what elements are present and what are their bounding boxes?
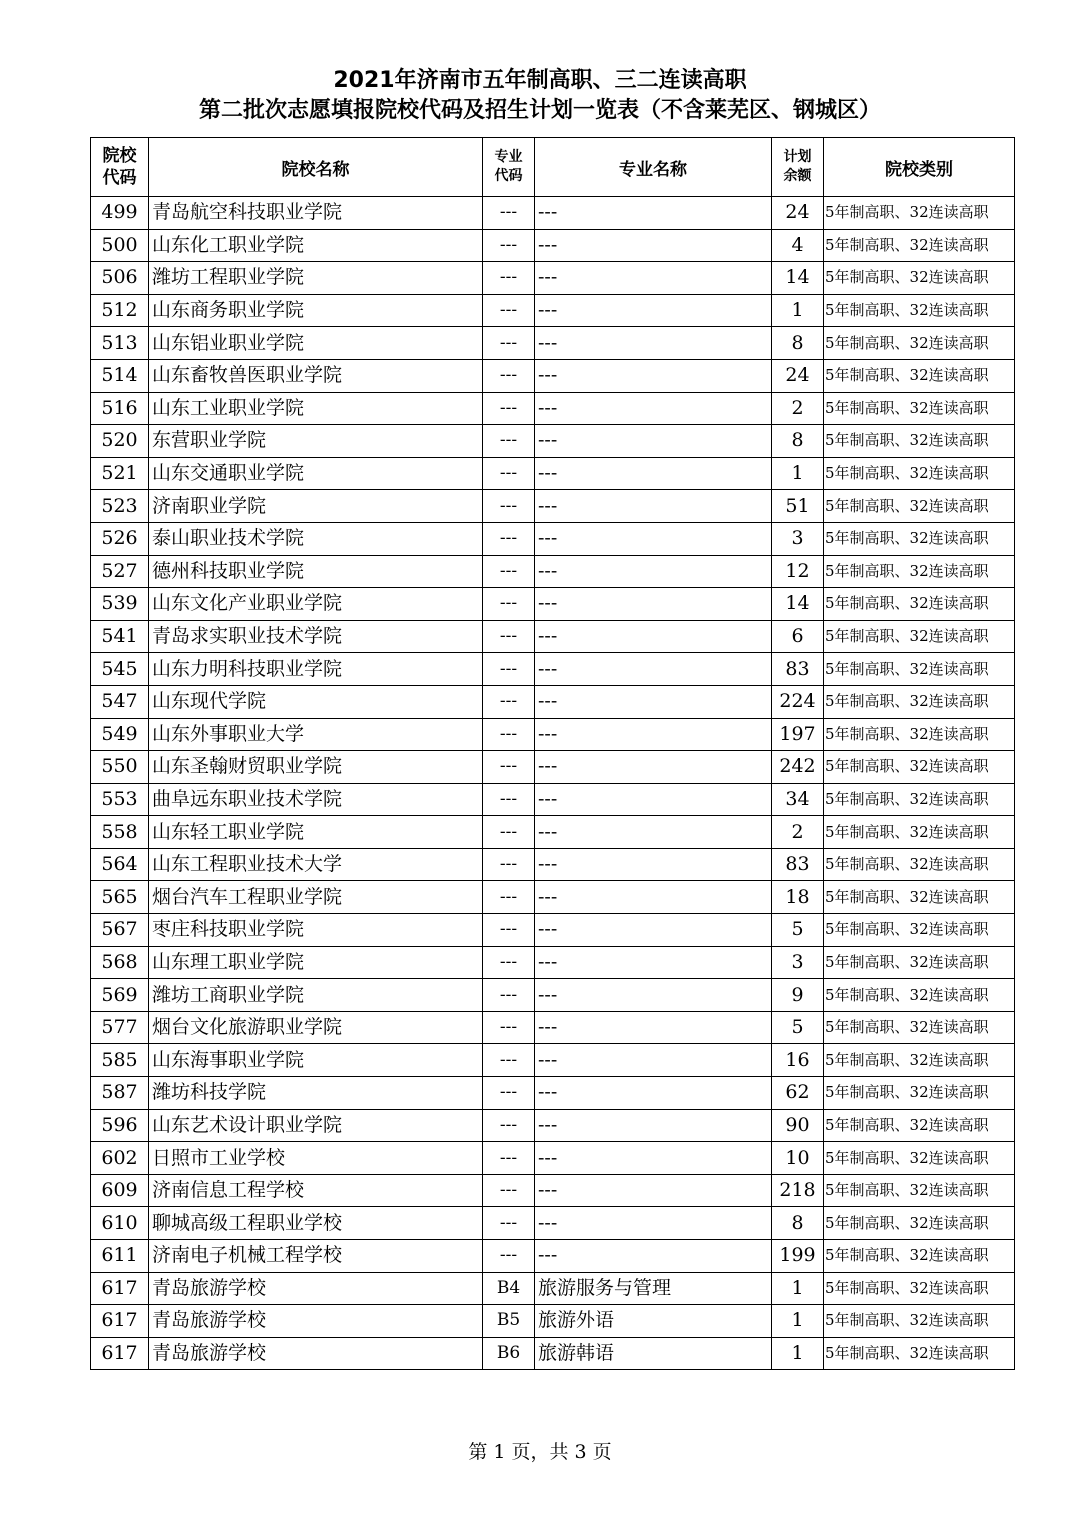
major-name-cell: ---: [535, 1109, 772, 1142]
plan-remain-cell: 6: [772, 620, 824, 653]
school-code-cell: 596: [91, 1109, 149, 1142]
table-row: [91, 783, 1015, 816]
plan-remain-cell: 24: [772, 197, 824, 230]
school-name-cell: 山东力明科技职业学院: [149, 653, 483, 686]
major-code-cell: ---: [483, 848, 535, 881]
table-row: [91, 294, 1015, 327]
enrollment-plan-table: [90, 137, 1015, 1370]
major-code-cell: ---: [483, 881, 535, 914]
major-name-cell: ---: [535, 262, 772, 295]
school-category-cell: 5年制高职、32连读高职: [824, 1077, 1015, 1110]
major-code-cell: ---: [483, 783, 535, 816]
major-name-cell: ---: [535, 1174, 772, 1207]
school-name-cell: 山东畜牧兽医职业学院: [149, 359, 483, 392]
plan-remain-cell: 10: [772, 1142, 824, 1175]
table-row: [91, 490, 1015, 523]
school-name-cell: 青岛旅游学校: [149, 1337, 483, 1370]
plan-remain-cell: 1: [772, 1272, 824, 1305]
school-category-cell: 5年制高职、32连读高职: [824, 914, 1015, 947]
major-name-cell: 旅游服务与管理: [535, 1272, 772, 1305]
school-name-cell: 山东商务职业学院: [149, 294, 483, 327]
major-code-cell: ---: [483, 1077, 535, 1110]
major-name-cell: ---: [535, 620, 772, 653]
school-name-cell: 日照市工业学校: [149, 1142, 483, 1175]
school-name-cell: 山东化工职业学院: [149, 229, 483, 262]
school-code-cell: 527: [91, 555, 149, 588]
school-code-cell: 587: [91, 1077, 149, 1110]
major-name-cell: ---: [535, 490, 772, 523]
table-row: [91, 685, 1015, 718]
table-row: [91, 555, 1015, 588]
header-school-code-line2: 代码: [102, 168, 137, 188]
major-name-cell: ---: [535, 1077, 772, 1110]
major-code-cell: ---: [483, 1044, 535, 1077]
table-row: [91, 946, 1015, 979]
school-category-cell: 5年制高职、32连读高职: [824, 816, 1015, 849]
school-code-cell: 523: [91, 490, 149, 523]
plan-remain-cell: 83: [772, 848, 824, 881]
table-row: [91, 457, 1015, 490]
major-name-cell: 旅游韩语: [535, 1337, 772, 1370]
plan-remain-cell: 4: [772, 229, 824, 262]
school-category-cell: 5年制高职、32连读高职: [824, 1044, 1015, 1077]
school-category-cell: 5年制高职、32连读高职: [824, 425, 1015, 458]
header-school-code-line1: 院校: [102, 146, 137, 166]
table-row: [91, 1272, 1015, 1305]
school-code-cell: 514: [91, 359, 149, 392]
school-code-cell: 610: [91, 1207, 149, 1240]
school-name-cell: 山东艺术设计职业学院: [149, 1109, 483, 1142]
major-code-cell: B5: [483, 1305, 535, 1338]
school-name-cell: 潍坊工程职业学院: [149, 262, 483, 295]
table-row: [91, 1011, 1015, 1044]
table-row: [91, 229, 1015, 262]
major-code-cell: ---: [483, 327, 535, 360]
plan-remain-cell: 9: [772, 979, 824, 1012]
major-code-cell: ---: [483, 1142, 535, 1175]
school-code-cell: 602: [91, 1142, 149, 1175]
school-code-cell: 565: [91, 881, 149, 914]
header-plan-remain-line1: 计划: [783, 149, 812, 165]
table-row: [91, 262, 1015, 295]
table-row: [91, 914, 1015, 947]
table-header-row: [91, 138, 1015, 197]
major-code-cell: B4: [483, 1272, 535, 1305]
school-name-cell: 泰山职业技术学院: [149, 522, 483, 555]
plan-remain-cell: 3: [772, 946, 824, 979]
table-row: [91, 1240, 1015, 1273]
school-name-cell: 枣庄科技职业学院: [149, 914, 483, 947]
major-name-cell: ---: [535, 392, 772, 425]
school-name-cell: 山东外事职业大学: [149, 718, 483, 751]
major-code-cell: B6: [483, 1337, 535, 1370]
major-code-cell: ---: [483, 685, 535, 718]
school-code-cell: 585: [91, 1044, 149, 1077]
school-name-cell: 德州科技职业学院: [149, 555, 483, 588]
school-category-cell: 5年制高职、32连读高职: [824, 588, 1015, 621]
major-code-cell: ---: [483, 197, 535, 230]
school-name-cell: 潍坊工商职业学院: [149, 979, 483, 1012]
plan-remain-cell: 1: [772, 1305, 824, 1338]
school-code-cell: 547: [91, 685, 149, 718]
plan-remain-cell: 8: [772, 425, 824, 458]
table-row: [91, 1044, 1015, 1077]
major-code-cell: ---: [483, 1109, 535, 1142]
plan-remain-cell: 90: [772, 1109, 824, 1142]
school-code-cell: 526: [91, 522, 149, 555]
major-code-cell: ---: [483, 620, 535, 653]
major-name-cell: ---: [535, 1207, 772, 1240]
school-code-cell: 568: [91, 946, 149, 979]
major-name-cell: 旅游外语: [535, 1305, 772, 1338]
major-name-cell: ---: [535, 783, 772, 816]
major-code-cell: ---: [483, 718, 535, 751]
table-row: [91, 1174, 1015, 1207]
major-name-cell: ---: [535, 327, 772, 360]
school-code-cell: 577: [91, 1011, 149, 1044]
table-row: [91, 816, 1015, 849]
major-name-cell: ---: [535, 946, 772, 979]
school-code-cell: 553: [91, 783, 149, 816]
table-row: [91, 620, 1015, 653]
school-category-cell: 5年制高职、32连读高职: [824, 229, 1015, 262]
table-row: [91, 1337, 1015, 1370]
major-name-cell: ---: [535, 457, 772, 490]
major-code-cell: ---: [483, 1174, 535, 1207]
table-row: [91, 327, 1015, 360]
plan-remain-cell: 199: [772, 1240, 824, 1273]
school-code-cell: 549: [91, 718, 149, 751]
major-name-cell: ---: [535, 1044, 772, 1077]
school-category-cell: 5年制高职、32连读高职: [824, 392, 1015, 425]
major-name-cell: ---: [535, 294, 772, 327]
plan-remain-cell: 1: [772, 294, 824, 327]
major-code-cell: ---: [483, 751, 535, 784]
major-name-cell: ---: [535, 359, 772, 392]
school-name-cell: 潍坊科技学院: [149, 1077, 483, 1110]
school-category-cell: 5年制高职、32连读高职: [824, 1240, 1015, 1273]
major-code-cell: ---: [483, 946, 535, 979]
major-name-cell: ---: [535, 425, 772, 458]
school-category-cell: 5年制高职、32连读高职: [824, 881, 1015, 914]
header-school-code: [91, 138, 149, 197]
major-code-cell: ---: [483, 262, 535, 295]
school-category-cell: 5年制高职、32连读高职: [824, 1305, 1015, 1338]
school-category-cell: 5年制高职、32连读高职: [824, 457, 1015, 490]
table-row: [91, 1207, 1015, 1240]
plan-remain-cell: 224: [772, 685, 824, 718]
school-category-cell: 5年制高职、32连读高职: [824, 359, 1015, 392]
school-category-cell: 5年制高职、32连读高职: [824, 262, 1015, 295]
school-category-cell: 5年制高职、32连读高职: [824, 783, 1015, 816]
table-row: [91, 1142, 1015, 1175]
header-major-name: 专业名称: [535, 138, 772, 197]
header-major-code-line1: 专业: [494, 149, 523, 165]
school-code-cell: 539: [91, 588, 149, 621]
school-code-cell: 617: [91, 1337, 149, 1370]
plan-remain-cell: 34: [772, 783, 824, 816]
plan-remain-cell: 12: [772, 555, 824, 588]
major-name-cell: ---: [535, 1240, 772, 1273]
school-code-cell: 558: [91, 816, 149, 849]
school-name-cell: 烟台文化旅游职业学院: [149, 1011, 483, 1044]
school-name-cell: 济南职业学院: [149, 490, 483, 523]
school-name-cell: 山东文化产业职业学院: [149, 588, 483, 621]
plan-remain-cell: 2: [772, 392, 824, 425]
school-code-cell: 611: [91, 1240, 149, 1273]
school-code-cell: 520: [91, 425, 149, 458]
school-name-cell: 山东圣翰财贸职业学院: [149, 751, 483, 784]
header-plan-remain-line2: 余额: [783, 168, 812, 184]
major-name-cell: ---: [535, 718, 772, 751]
major-code-cell: ---: [483, 588, 535, 621]
school-code-cell: 617: [91, 1305, 149, 1338]
major-name-cell: ---: [535, 555, 772, 588]
plan-remain-cell: 14: [772, 588, 824, 621]
school-category-cell: 5年制高职、32连读高职: [824, 522, 1015, 555]
school-category-cell: 5年制高职、32连读高职: [824, 685, 1015, 718]
school-category-cell: 5年制高职、32连读高职: [824, 197, 1015, 230]
school-category-cell: 5年制高职、32连读高职: [824, 979, 1015, 1012]
major-code-cell: ---: [483, 425, 535, 458]
school-category-cell: 5年制高职、32连读高职: [824, 1272, 1015, 1305]
table-row: [91, 1109, 1015, 1142]
table-row: [91, 522, 1015, 555]
table-row: [91, 1305, 1015, 1338]
major-code-cell: ---: [483, 1011, 535, 1044]
school-name-cell: 山东铝业职业学院: [149, 327, 483, 360]
major-name-cell: ---: [535, 1011, 772, 1044]
school-code-cell: 516: [91, 392, 149, 425]
major-name-cell: ---: [535, 197, 772, 230]
plan-remain-cell: 218: [772, 1174, 824, 1207]
school-name-cell: 山东工业职业学院: [149, 392, 483, 425]
plan-remain-cell: 51: [772, 490, 824, 523]
major-code-cell: ---: [483, 816, 535, 849]
major-name-cell: ---: [535, 848, 772, 881]
school-code-cell: 512: [91, 294, 149, 327]
table-row: [91, 979, 1015, 1012]
document-title-line-2: 第二批次志愿填报院校代码及招生计划一览表（不含莱芜区、钢城区）: [198, 98, 881, 123]
major-code-cell: ---: [483, 229, 535, 262]
major-code-cell: ---: [483, 359, 535, 392]
school-name-cell: 东营职业学院: [149, 425, 483, 458]
major-code-cell: ---: [483, 490, 535, 523]
school-code-cell: 567: [91, 914, 149, 947]
major-name-cell: ---: [535, 588, 772, 621]
school-name-cell: 济南电子机械工程学校: [149, 1240, 483, 1273]
table-row: [91, 359, 1015, 392]
table-row: [91, 751, 1015, 784]
major-code-cell: ---: [483, 653, 535, 686]
school-category-cell: 5年制高职、32连读高职: [824, 294, 1015, 327]
school-name-cell: 烟台汽车工程职业学院: [149, 881, 483, 914]
plan-remain-cell: 5: [772, 914, 824, 947]
major-code-cell: ---: [483, 294, 535, 327]
major-code-cell: ---: [483, 979, 535, 1012]
major-name-cell: ---: [535, 751, 772, 784]
header-plan-remain: [772, 138, 824, 197]
school-code-cell: 545: [91, 653, 149, 686]
header-major-code: [483, 138, 535, 197]
school-name-cell: 济南信息工程学校: [149, 1174, 483, 1207]
major-code-cell: ---: [483, 522, 535, 555]
document-title-line-1: 2021年济南市五年制高职、三二连读高职: [333, 68, 747, 93]
school-name-cell: 山东交通职业学院: [149, 457, 483, 490]
school-name-cell: 青岛旅游学校: [149, 1305, 483, 1338]
school-code-cell: 541: [91, 620, 149, 653]
major-name-cell: ---: [535, 979, 772, 1012]
plan-remain-cell: 3: [772, 522, 824, 555]
school-category-cell: 5年制高职、32连读高职: [824, 555, 1015, 588]
major-name-cell: ---: [535, 914, 772, 947]
school-name-cell: 山东现代学院: [149, 685, 483, 718]
major-code-cell: ---: [483, 914, 535, 947]
school-name-cell: 青岛旅游学校: [149, 1272, 483, 1305]
school-code-cell: 569: [91, 979, 149, 1012]
school-code-cell: 550: [91, 751, 149, 784]
school-code-cell: 617: [91, 1272, 149, 1305]
school-name-cell: 聊城高级工程职业学校: [149, 1207, 483, 1240]
school-name-cell: 山东理工职业学院: [149, 946, 483, 979]
school-category-cell: 5年制高职、32连读高职: [824, 1142, 1015, 1175]
school-name-cell: 山东轻工职业学院: [149, 816, 483, 849]
major-name-cell: ---: [535, 653, 772, 686]
school-code-cell: 500: [91, 229, 149, 262]
table-row: [91, 848, 1015, 881]
plan-remain-cell: 24: [772, 359, 824, 392]
school-category-cell: 5年制高职、32连读高职: [824, 1207, 1015, 1240]
school-category-cell: 5年制高职、32连读高职: [824, 653, 1015, 686]
major-name-cell: ---: [535, 881, 772, 914]
school-code-cell: 513: [91, 327, 149, 360]
school-category-cell: 5年制高职、32连读高职: [824, 327, 1015, 360]
plan-remain-cell: 1: [772, 1337, 824, 1370]
header-major-code-line2: 代码: [494, 168, 523, 184]
school-category-cell: 5年制高职、32连读高职: [824, 1337, 1015, 1370]
plan-remain-cell: 62: [772, 1077, 824, 1110]
plan-remain-cell: 14: [772, 262, 824, 295]
major-code-cell: ---: [483, 457, 535, 490]
major-name-cell: ---: [535, 229, 772, 262]
table-row: [91, 425, 1015, 458]
school-category-cell: 5年制高职、32连读高职: [824, 848, 1015, 881]
school-code-cell: 506: [91, 262, 149, 295]
plan-remain-cell: 8: [772, 1207, 824, 1240]
major-code-cell: ---: [483, 1240, 535, 1273]
page-footer: 第 1 页，共 3 页: [468, 1441, 612, 1463]
school-code-cell: 521: [91, 457, 149, 490]
school-category-cell: 5年制高职、32连读高职: [824, 751, 1015, 784]
table-row: [91, 653, 1015, 686]
school-code-cell: 609: [91, 1174, 149, 1207]
school-category-cell: 5年制高职、32连读高职: [824, 490, 1015, 523]
major-name-cell: ---: [535, 685, 772, 718]
school-code-cell: 564: [91, 848, 149, 881]
table-row: [91, 392, 1015, 425]
header-school-name: 院校名称: [149, 138, 483, 197]
major-code-cell: ---: [483, 1207, 535, 1240]
table-row: [91, 588, 1015, 621]
school-category-cell: 5年制高职、32连读高职: [824, 1174, 1015, 1207]
table-row: [91, 197, 1015, 230]
plan-remain-cell: 5: [772, 1011, 824, 1044]
school-name-cell: 青岛航空科技职业学院: [149, 197, 483, 230]
table-row: [91, 881, 1015, 914]
school-name-cell: 曲阜远东职业技术学院: [149, 783, 483, 816]
school-name-cell: 青岛求实职业技术学院: [149, 620, 483, 653]
plan-remain-cell: 83: [772, 653, 824, 686]
header-school-category: 院校类别: [824, 138, 1015, 197]
school-name-cell: 山东海事职业学院: [149, 1044, 483, 1077]
school-category-cell: 5年制高职、32连读高职: [824, 718, 1015, 751]
table-row: [91, 718, 1015, 751]
table-row: [91, 1077, 1015, 1110]
plan-remain-cell: 197: [772, 718, 824, 751]
plan-remain-cell: 18: [772, 881, 824, 914]
school-code-cell: 499: [91, 197, 149, 230]
school-category-cell: 5年制高职、32连读高职: [824, 1011, 1015, 1044]
plan-remain-cell: 2: [772, 816, 824, 849]
plan-remain-cell: 16: [772, 1044, 824, 1077]
plan-remain-cell: 8: [772, 327, 824, 360]
major-code-cell: ---: [483, 392, 535, 425]
school-category-cell: 5年制高职、32连读高职: [824, 620, 1015, 653]
major-code-cell: ---: [483, 555, 535, 588]
major-name-cell: ---: [535, 816, 772, 849]
plan-remain-cell: 242: [772, 751, 824, 784]
school-category-cell: 5年制高职、32连读高职: [824, 946, 1015, 979]
school-category-cell: 5年制高职、32连读高职: [824, 1109, 1015, 1142]
major-name-cell: ---: [535, 1142, 772, 1175]
school-name-cell: 山东工程职业技术大学: [149, 848, 483, 881]
major-name-cell: ---: [535, 522, 772, 555]
plan-remain-cell: 1: [772, 457, 824, 490]
